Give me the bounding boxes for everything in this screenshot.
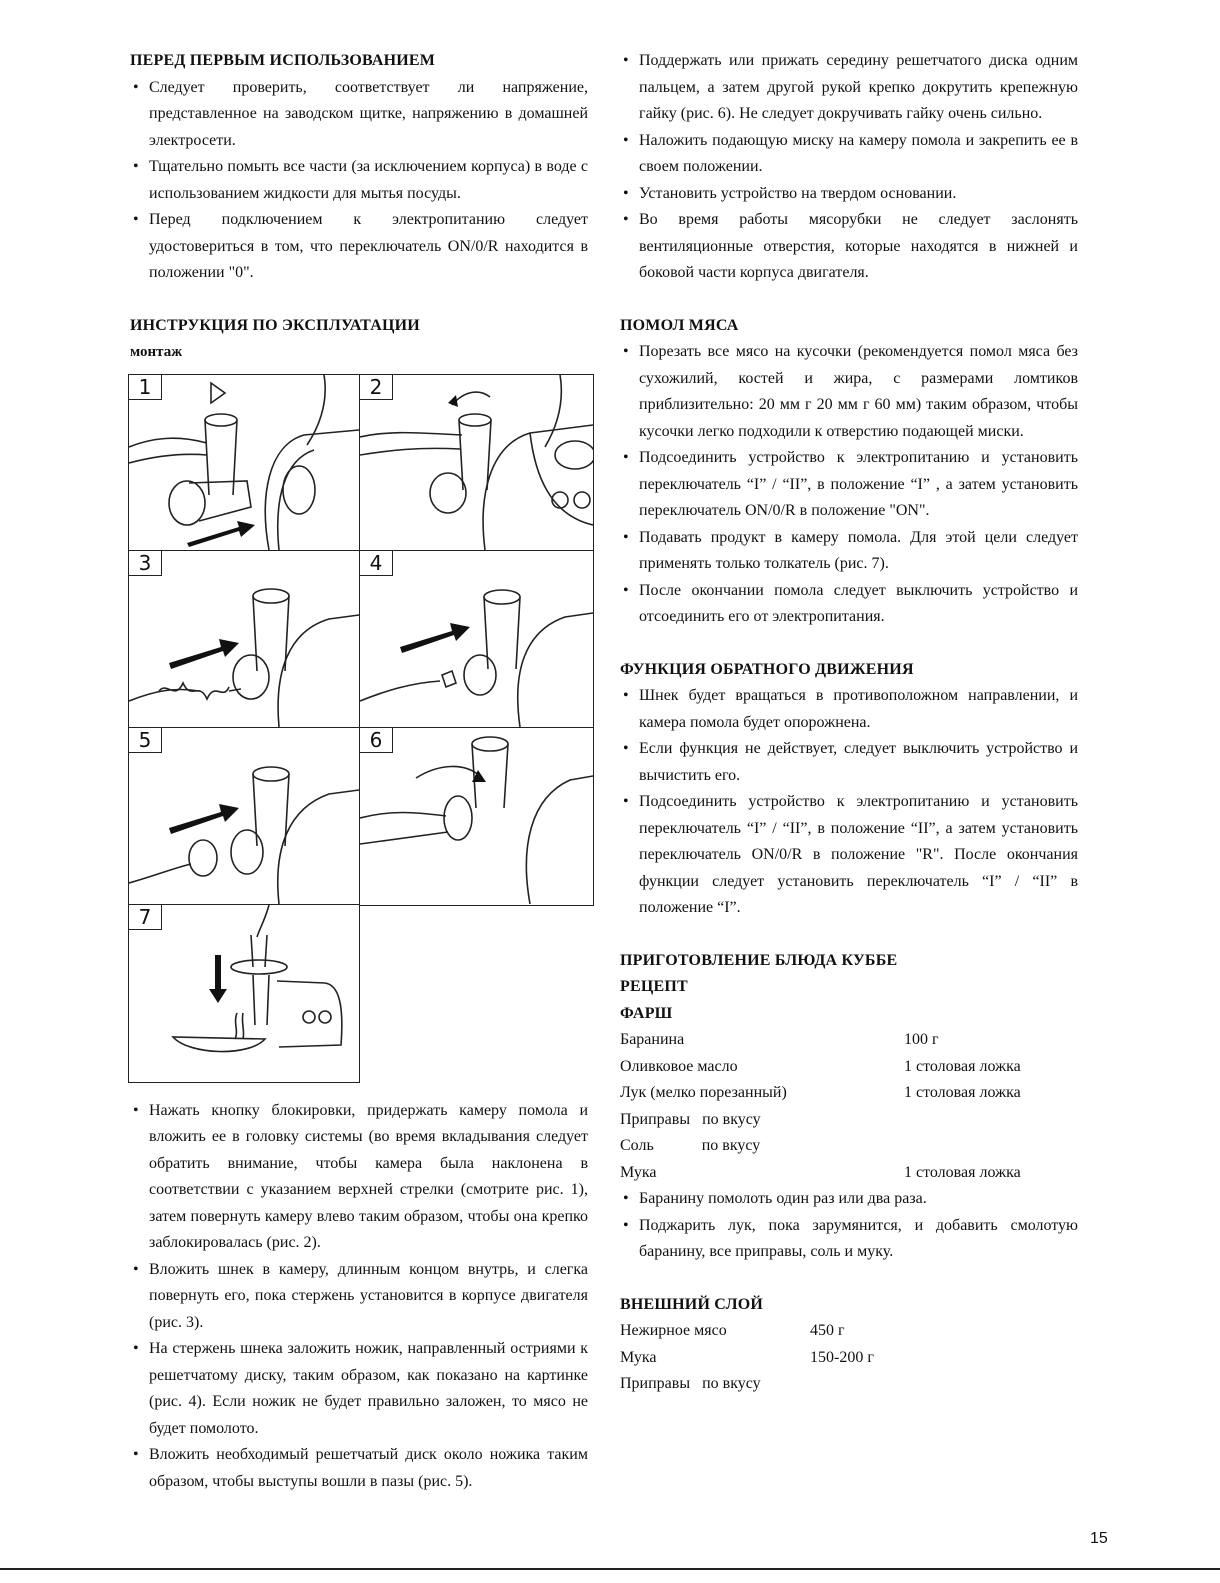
page-number: 15 xyxy=(1090,1530,1108,1547)
table-row xyxy=(620,1318,874,1345)
before-first-use-heading: ПЕРЕД ПЕРВЫМ ИСПОЛЬЗОВАНИЕМ xyxy=(130,52,436,69)
ingredient-name: Нежирное мясо xyxy=(620,1322,727,1339)
list-item: • Вложить шнек в камеру, длинным концом внутрь, и слегка повернуть его, пока стержень установится в корпусе двигателя (рис. 3). xyxy=(130,1257,588,1337)
assembly-continued-list xyxy=(620,48,1078,287)
table-row xyxy=(620,1107,1021,1134)
list-item: • Нажать кнопку блокировки, придержать камеру помола и вложить ее в головку системы (во время вкладывания следует обратить внимание, чтобы камера была наклонена в соответствии с указанием верхней стрелки (смотрите рис. 1), затем повернуть камеру влево таким образом, чтобы она крепко заблокировалась (рис. 2). xyxy=(130,1098,588,1257)
reverse-list xyxy=(620,683,1078,922)
ingredient-name: Оливковое масло xyxy=(620,1057,738,1075)
ingredient-amount: 1 столовая ложка xyxy=(904,1057,1021,1075)
list-item: • Тщательно помыть все части (за исключением корпуса) в воде с использованием жидкости для мытья посуды. xyxy=(130,154,588,207)
figure-6-drawing xyxy=(360,728,593,905)
figure-3-drawing xyxy=(129,551,359,728)
recipe-label: РЕЦЕПТ xyxy=(620,978,688,995)
list-item: • Если функция не действует, следует выключить устройство и вычистить его. xyxy=(620,736,1078,789)
list-item: • Перед подключением к электропитанию следует удостовериться в том, что переключатель ON/0/R находится в положении "0". xyxy=(130,207,588,287)
figure-number: 5 xyxy=(129,728,162,753)
figure-2-drawing xyxy=(360,375,593,551)
list-item: • На стержень шнека заложить ножик, направленный остриями к решетчатому диску, таким образом, как показано на картинке (рис. 4). Если ножик не будет правильно заложен, то мясо не будет помолото. xyxy=(130,1336,588,1442)
figure-7-drawing xyxy=(129,905,359,1082)
list-item: • Установить устройство на твердом основании. xyxy=(620,181,1078,208)
figure-1-drawing xyxy=(129,375,359,551)
list-item: • Поджарить лук, пока зарумянится, и добавить смолотую баранину, все приправы, соль и муку. xyxy=(620,1213,1078,1266)
figure-7 xyxy=(128,904,360,1083)
figure-number: 2 xyxy=(360,375,393,400)
before-first-use-list xyxy=(130,75,588,287)
ingredient-name: Лук (мелко порезанный) xyxy=(620,1084,787,1101)
list-item: • Подавать продукт в камеру помола. Для этой цели следует применять только толкатель (рис. 7). xyxy=(620,525,1078,578)
figure-3 xyxy=(128,550,360,729)
outer-layer-label: ВНЕШНИЙ СЛОЙ xyxy=(620,1295,764,1313)
ingredient-amount xyxy=(904,1133,1021,1160)
list-item: • Поддержать или прижать середину решетчатого диска одним пальцем, а затем другой рукой крепко докрутить крепежную гайку (рис. 6). Не следует докручивать гайку очень сильно. xyxy=(620,48,1078,128)
ingredient-amount: 1 столовая ложка xyxy=(904,1084,1021,1101)
list-item: • Подсоединить устройство к электропитанию и установить переключатель “I” / “II”, в положение “II”, а затем установить переключатель ON/0/R в положение "R". После окончания функции следует установить переключатель “I” / “II” в положение “I”. xyxy=(620,789,1078,922)
list-item: • Наложить подающую миску на камеру помола и закрепить ее в своем положении. xyxy=(620,128,1078,181)
assembly-figures xyxy=(130,374,592,1084)
list-item: • Порезать все мясо на кусочки (рекомендуется помол мяса без сухожилий, костей и жира, с размерами ломтиков приблизительно: 20 мм г 20 мм г 60 мм) таким образом, чтобы кусочки легко подходили к отверстию подающей миски. xyxy=(620,339,1078,445)
table-row xyxy=(620,1027,1021,1054)
figure-5-drawing xyxy=(129,728,359,905)
assembly-subheading: монтаж xyxy=(130,344,183,360)
instructions-heading: ИНСТРУКЦИЯ ПО ЭКСПЛУАТАЦИИ xyxy=(130,316,420,334)
list-item: • Баранину помолоть один раз или два раза. xyxy=(620,1186,1078,1213)
figure-4 xyxy=(359,550,594,729)
filling-label: ФАРШ xyxy=(620,1004,673,1022)
table-row xyxy=(620,1160,1021,1187)
list-item: • Следует проверить, соответствует ли напряжение, представленное на заводском щитке, напряжению в домашней электросети. xyxy=(130,75,588,155)
table-row xyxy=(620,1054,1021,1081)
ingredient-amount xyxy=(810,1371,874,1398)
grinding-list xyxy=(620,339,1078,631)
ingredient-name: Мука xyxy=(620,1163,657,1181)
right-column xyxy=(620,48,1078,1398)
list-item: • После окончании помола следует выключить устройство и отсоединить его от электропитания. xyxy=(620,578,1078,631)
ingredient-name: Приправы по вкусу xyxy=(620,1375,761,1392)
table-row xyxy=(620,1371,874,1398)
table-row xyxy=(620,1345,874,1372)
figure-1 xyxy=(128,374,360,552)
filling-ingredients-table xyxy=(620,1027,1021,1186)
list-item: • Во время работы мясорубки не следует заслонять вентиляционные отверстия, которые находятся в нижней и боковой части корпуса двигателя. xyxy=(620,207,1078,287)
assembly-list xyxy=(130,1098,588,1496)
figure-2 xyxy=(359,374,594,552)
table-row xyxy=(620,1133,1021,1160)
figure-number: 4 xyxy=(360,551,393,576)
figure-5 xyxy=(128,727,360,906)
ingredient-name: Мука xyxy=(620,1348,657,1366)
figure-number: 7 xyxy=(129,905,162,930)
figure-number: 1 xyxy=(129,375,162,400)
kubbe-heading: ПРИГОТОВЛЕНИЕ БЛЮДА КУББЕ xyxy=(620,951,898,969)
ingredient-amount: 100 г xyxy=(904,1031,939,1048)
table-row xyxy=(620,1080,1021,1107)
reverse-heading: ФУНКЦИЯ ОБРАТНОГО ДВИЖЕНИЯ xyxy=(620,660,914,678)
figure-6 xyxy=(359,727,594,906)
ingredient-amount xyxy=(904,1107,1021,1134)
ingredient-name: Приправы по вкусу xyxy=(620,1110,761,1128)
list-item: • Вложить необходимый решетчатый диск около ножика таким образом, чтобы выступы вошли в пазы (рис. 5). xyxy=(130,1442,588,1495)
kubbe-steps-list xyxy=(620,1186,1078,1266)
ingredient-amount: 1 столовая ложка xyxy=(904,1163,1021,1181)
figure-4-drawing xyxy=(360,551,593,728)
figure-number: 6 xyxy=(360,728,393,753)
ingredient-name: Баранина xyxy=(620,1031,685,1048)
ingredient-amount: 450 г xyxy=(810,1322,845,1339)
left-column xyxy=(130,48,588,1495)
list-item: • Шнек будет вращаться в противоположном направлении, и камера помола будет опорожнена. xyxy=(620,683,1078,736)
bottom-rule xyxy=(0,1568,1220,1570)
ingredient-name: Соль по вкусу xyxy=(620,1137,761,1154)
outer-ingredients-table xyxy=(620,1318,874,1398)
ingredient-amount: 150-200 г xyxy=(810,1348,874,1366)
figure-number: 3 xyxy=(129,551,162,576)
list-item: • Подсоединить устройство к электропитанию и установить переключатель “I” / “II”, в положение “I” , а затем установить переключатель ON/0/R в положение "ON". xyxy=(620,445,1078,525)
grinding-heading: ПОМОЛ МЯСА xyxy=(620,316,739,334)
